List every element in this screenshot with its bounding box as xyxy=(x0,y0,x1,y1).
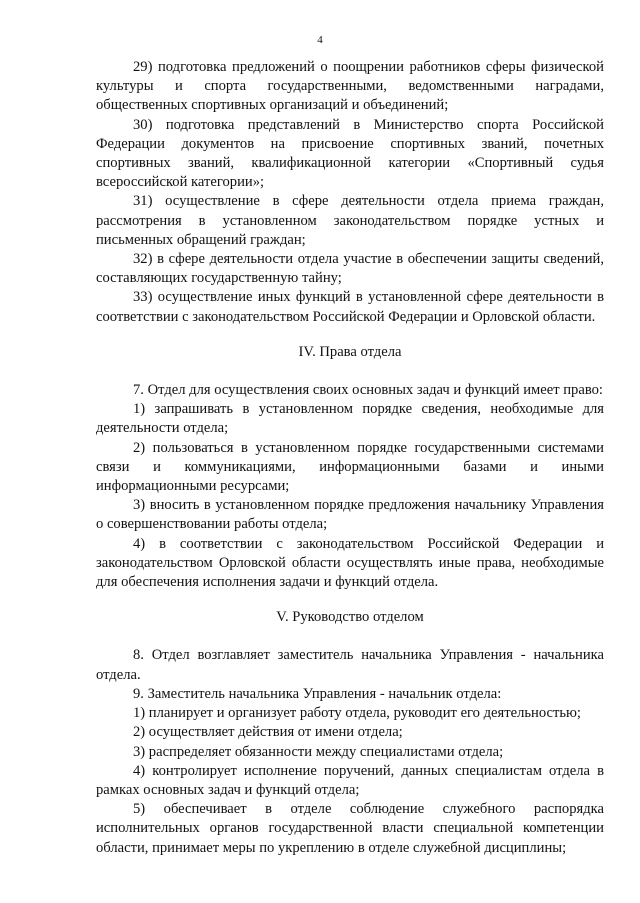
paragraph-31: 31) осуществление в сфере деятельности отдела приема граждан, рассмотрения в установленном законодательством порядке устных и письменных обращений граждан; xyxy=(96,193,604,248)
document-body xyxy=(96,58,604,858)
section-4-item-1: 1) запрашивать в установленном порядке сведения, необходимые для деятельности отдела; xyxy=(96,401,604,437)
paragraph-29: 29) подготовка предложений о поощрении работников сферы физической культуры и спорта государственными, ведомственными наградами, общественных спортивных организаций и объединений; xyxy=(96,59,604,114)
section-4-paragraph-7: 7. Отдел для осуществления своих основных задач и функций имеет право: xyxy=(133,382,603,399)
section-5-item-2: 2) осуществляет действия от имени отдела; xyxy=(133,724,403,741)
section-4-item-4: 4) в соответствии с законодательством Российской Федерации и законодательством Орловской области осуществлять иные права, необходимые для обеспечения исполнения задачи и функций отдела. xyxy=(96,535,604,591)
section-4-item-2: 2) пользоваться в установленном порядке государственными системами связи и коммуникациями, информационными базами и иными информационными ресурсами; xyxy=(96,439,604,495)
paragraph-30: 30) подготовка представлений в Министерство спорта Российской Федерации документов на присвоение спортивных званий, почетных спортивных званий, квалификационной категории «Спортивный судья всероссийской категории»; xyxy=(96,116,604,191)
paragraph-32: 32) в сфере деятельности отдела участие в обеспечении защиты сведений, составляющих государственную тайну; xyxy=(96,251,604,287)
paragraph-33: 33) осуществление иных функций в установленной сфере деятельности в соответствии с законодательством Российской Федерации и Орловской области. xyxy=(96,289,604,325)
page-number: 4 xyxy=(317,34,323,46)
section-5-item-5: 5) обеспечивает в отделе соблюдение служебного распорядка исполнительных органов государственной власти специальной компетенции области, принимает меры по укреплению в отделе служебной дисциплины; xyxy=(96,801,604,856)
section-5-paragraph-9: 9. Заместитель начальника Управления - начальник отдела: xyxy=(133,685,502,702)
section-5-paragraph-8: 8. Отдел возглавляет заместитель начальника Управления - начальника отдела. xyxy=(96,647,604,683)
section-5-item-4: 4) контролирует исполнение поручений, данных специалистам отдела в рамках основных задач и функций отдела; xyxy=(96,762,604,798)
section-5-item-3: 3) распределяет обязанности между специалистами отдела; xyxy=(133,743,504,760)
section-5-item-1: 1) планирует и организует работу отдела, руководит его деятельностью; xyxy=(133,705,581,722)
section-4-item-3: 3) вносить в установленном порядке предложения начальнику Управления о совершенствовании работы отдела; xyxy=(96,497,604,533)
section-5-heading: V. Руководство отделом xyxy=(276,609,424,626)
section-4-heading: IV. Права отдела xyxy=(298,343,402,360)
